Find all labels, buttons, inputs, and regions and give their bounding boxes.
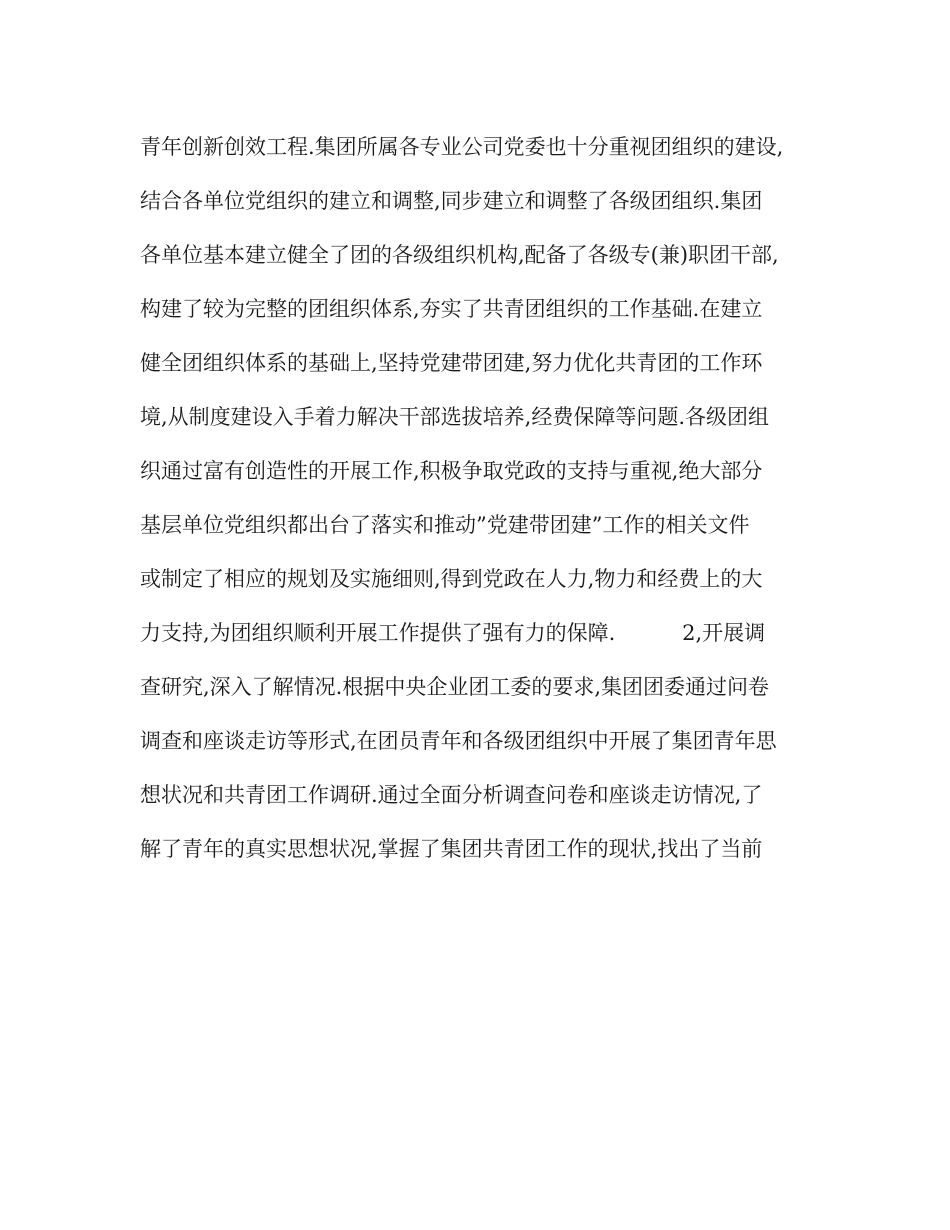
body-text	[140, 120, 820, 876]
text-line: 结合各单位党组织的建立和调整,同步建立和调整了各级团组织.集团	[140, 189, 763, 213]
text-line: 境,从制度建设入手着力解决干部选拔培养,经费保障等问题.各级团组	[140, 405, 770, 429]
text-line: 各单位基本建立健全了团的各级组织机构,配备了各级专(兼)职团干部,	[140, 243, 779, 267]
text-line: 基层单位党组织都出台了落实和推动”党建带团建”工作的相关文件	[140, 513, 750, 537]
text-line: 或制定了相应的规划及实施细则,得到党政在人力,物力和经费上的大	[140, 567, 763, 591]
text-line: 构建了较为完整的团组织体系,夯实了共青团组织的工作基础.在建立	[140, 297, 763, 321]
text-line: 想状况和共青团工作调研.通过全面分析调查问卷和座谈走访情况,了	[140, 783, 763, 807]
text-line: 织通过富有创造性的开展工作,积极争取党政的支持与重视,绝大部分	[140, 459, 763, 483]
text-line: 健全团组织体系的基础上,坚持党建带团建,努力优化共青团的工作环	[140, 351, 763, 375]
text-line: 青年创新创效工程.集团所属各专业公司党委也十分重视团组织的建设,	[140, 135, 784, 159]
text-line: 力支持,为团组织顺利开展工作提供了强有力的保障. 2,开展调	[140, 621, 766, 645]
text-line: 查研究,深入了解情况.根据中央企业团工委的要求,集团团委通过问卷	[140, 675, 770, 699]
text-line: 解了青年的真实思想状况,掌握了集团共青团工作的现状,找出了当前	[140, 837, 763, 861]
text-line: 调查和座谈走访等形式,在团员青年和各级团组织中开展了集团青年思	[140, 729, 777, 753]
